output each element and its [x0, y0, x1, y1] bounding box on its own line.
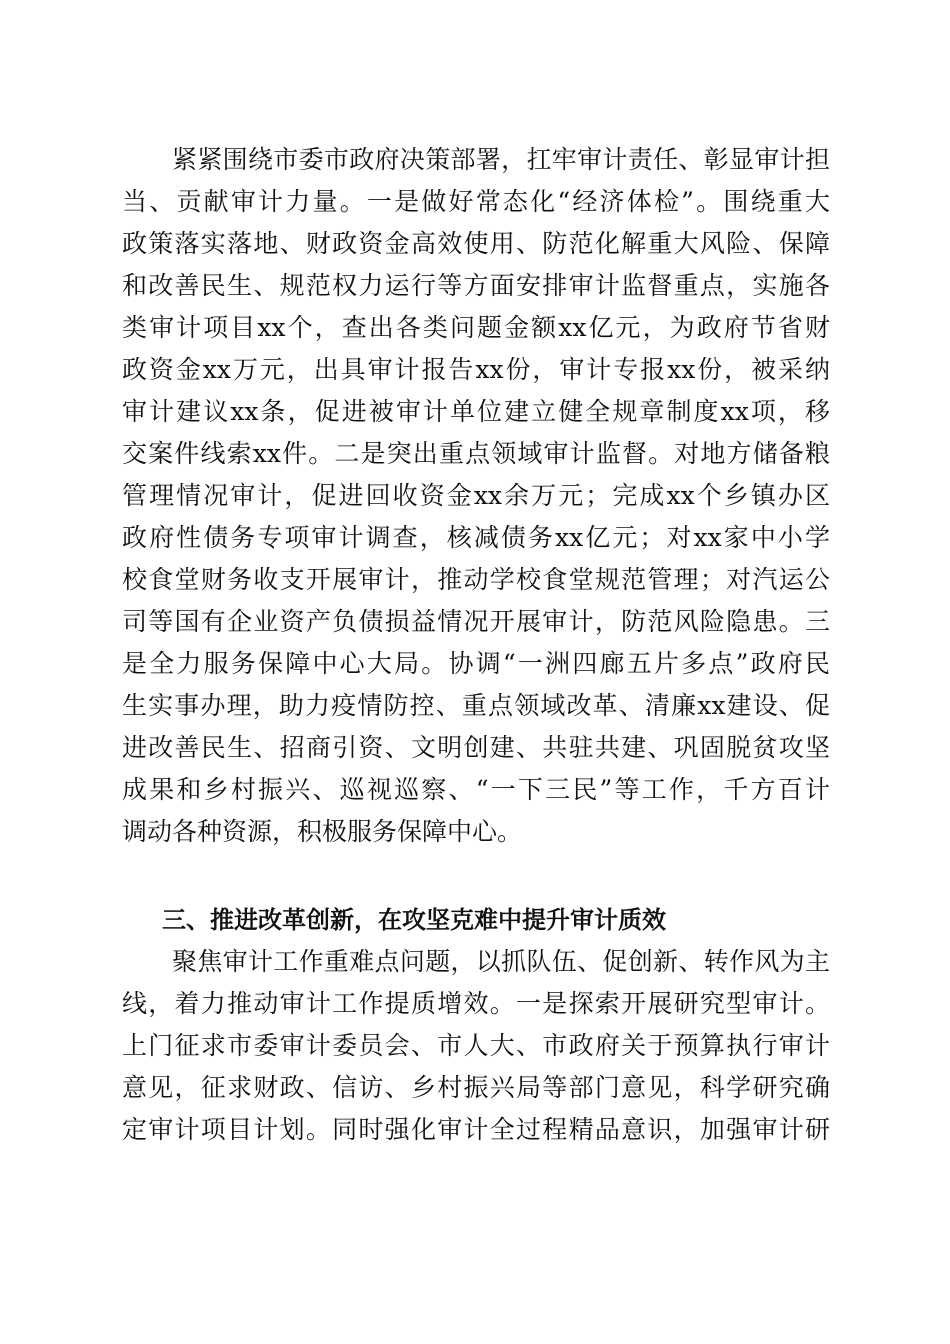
paragraph-line: 校食堂财务收支开展审计，推动学校食堂规范管理；对汽运公 — [122, 565, 830, 594]
paragraph-line: 当、贡献审计力量。一是做好常态化“经济体检”。围绕重大 — [122, 187, 830, 216]
paragraph-line: 管理情况审计，促进回收资金xx余万元；完成xx个乡镇办区 — [122, 481, 830, 510]
paragraph-line: 线，着力推动审计工作提质增效。一是探索开展研究型审计。 — [122, 989, 830, 1018]
paragraph-line: 进改善民生、招商引资、文明创建、共驻共建、巩固脱贫攻坚 — [122, 733, 830, 762]
paragraph-line: 类审计项目xx个，查出各类问题金额xx亿元，为政府节省财 — [122, 313, 830, 342]
paragraph-line: 政资金xx万元，出具审计报告xx份，审计专报xx份，被采纳 — [122, 355, 830, 384]
paragraph-line: 生实事办理，助力疫情防控、重点领域改革、清廉xx建设、促 — [122, 691, 830, 720]
paragraph-line: 定审计项目计划。同时强化审计全过程精品意识，加强审计研 — [122, 1115, 830, 1144]
paragraph-line: 是全力服务保障中心大局。协调“一洲四廊五片多点”政府民 — [122, 649, 830, 678]
paragraph-line: 交案件线索xx件。二是突出重点领域审计监督。对地方储备粮 — [122, 439, 830, 468]
body-paragraph-1 — [122, 139, 830, 853]
paragraph-line: 调动各种资源，积极服务保障中心。 — [122, 817, 523, 846]
paragraph-line: 政策落实落地、财政资金高效使用、防范化解重大风险、保障 — [122, 229, 830, 258]
paragraph-line: 政府性债务专项审计调查，核减债务xx亿元；对xx家中小学 — [122, 523, 830, 552]
paragraph-line: 和改善民生、规范权力运行等方面安排审计监督重点，实施各 — [122, 271, 830, 300]
paragraph-line: 紧紧围绕市委市政府决策部署，扛牢审计责任、彰显审计担 — [172, 145, 830, 174]
section-heading-text: 三、推进改革创新，在攻坚克难中提升审计质效 — [162, 906, 666, 934]
body-paragraph-2 — [122, 941, 830, 1151]
paragraph-line: 意见，征求财政、信访、乡村振兴局等部门意见，科学研究确 — [122, 1073, 830, 1102]
paragraph-line: 成果和乡村振兴、巡视巡察、“一下三民”等工作，千方百计 — [122, 775, 830, 804]
paragraph-line: 司等国有企业资产负债损益情况开展审计，防范风险隐患。三 — [122, 607, 830, 636]
paragraph-line: 聚焦审计工作重难点问题，以抓队伍、促创新、转作风为主 — [172, 947, 830, 976]
paragraph-line: 上门征求市委审计委员会、市人大、市政府关于预算执行审计 — [122, 1031, 830, 1060]
section-heading — [122, 899, 830, 941]
paragraph-line: 审计建议xx条，促进被审计单位建立健全规章制度xx项，移 — [122, 397, 830, 426]
